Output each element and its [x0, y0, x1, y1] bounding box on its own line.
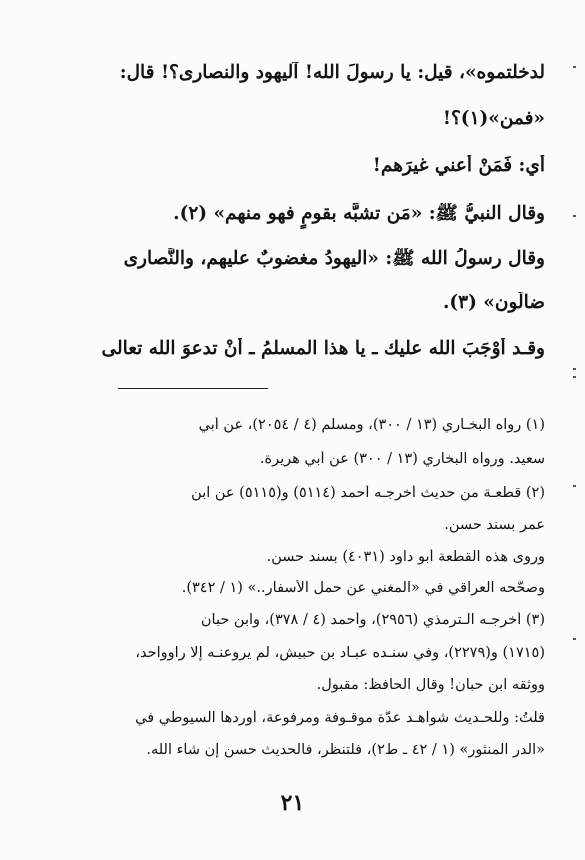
- page-number: ٢١: [280, 790, 305, 816]
- scan-speck: [573, 376, 576, 378]
- footnote-line: عمر بسند حسن.: [444, 517, 545, 533]
- main-text-line: وقال رسولُ الله ﷺ: «اليهودُ مغضوبٌ عليهم، والنَّصارى: [123, 248, 545, 269]
- scan-speck: [573, 368, 576, 370]
- footnote-line: وروى هذه القطعة أبو داود (٤٠٣١) بسند حسن.: [266, 549, 545, 565]
- footnote-line: ووثقه ابن حبان! وقال الحافظ: مقبول.: [316, 677, 545, 693]
- main-text-line: وقـد أوْجَبَ الله عليك ـ يا هذا المسلمُ ـ أنْ تدعوَ الله تعالى: [101, 338, 545, 359]
- footnote-line: (١) رواه البخـاري (١٣ / ٣٠٠)، ومسلم (٤ / ٢٠٥٤)، عن أبي: [198, 417, 545, 433]
- scan-speck: [573, 215, 576, 217]
- main-text-line: أي: فَمَنْ أعني غيرَهم!: [372, 155, 545, 176]
- footnote-separator: [118, 388, 268, 389]
- main-text-line: «فمن»(١)؟!: [442, 108, 545, 129]
- footnote-line: سعيد. ورواه البخاري (١٣ / ٣٠٠) عن أبي هريرة.: [259, 451, 545, 467]
- main-text-line: وقال النبيُّ ﷺ: «مَن تشبَّه بقومٍ فهو منهم» (٢).: [173, 203, 545, 224]
- footnote-line: (٢) قطعـة من حديث أخرجـه أحمد (٥١١٤) و(٥١١٥) عن ابن: [191, 485, 545, 501]
- footnote-line: «الدر المنثور» (١ / ٤٢ ـ ط٢)، فلتنظر، فالحديث حسن إن شاء الله.: [146, 742, 545, 758]
- scan-speck: [573, 66, 576, 68]
- main-text-line: لدخلتموه»، قيل: يا رسولَ الله! آليهود والنصارى؟! قال:: [119, 62, 545, 83]
- scan-speck: [573, 485, 576, 487]
- footnote-line: قلتُ: وللحـديث شواهـد عدَّة موقـوفة ومرفوعة، أوردها السيوطي في: [135, 710, 545, 726]
- footnote-line: وصحَّحه العراقي في «المغني عن حمل الأسفار..» (١ / ٣٤٢).: [181, 580, 545, 596]
- footnote-line: (٣) أخرجـه الـترمذي (٢٩٥٦)، وأحمد (٤ / ٣٧٨)، وابن حبان: [200, 612, 545, 628]
- main-text-line: ضالُّون» (٣).: [442, 292, 545, 313]
- scan-speck: [573, 638, 576, 640]
- footnote-line: (١٧١٥) و(٢٢٧٩)، وفي سنـده عبـاد بن حبيش، لم يروعنـه إلا راوواحد،: [135, 645, 545, 661]
